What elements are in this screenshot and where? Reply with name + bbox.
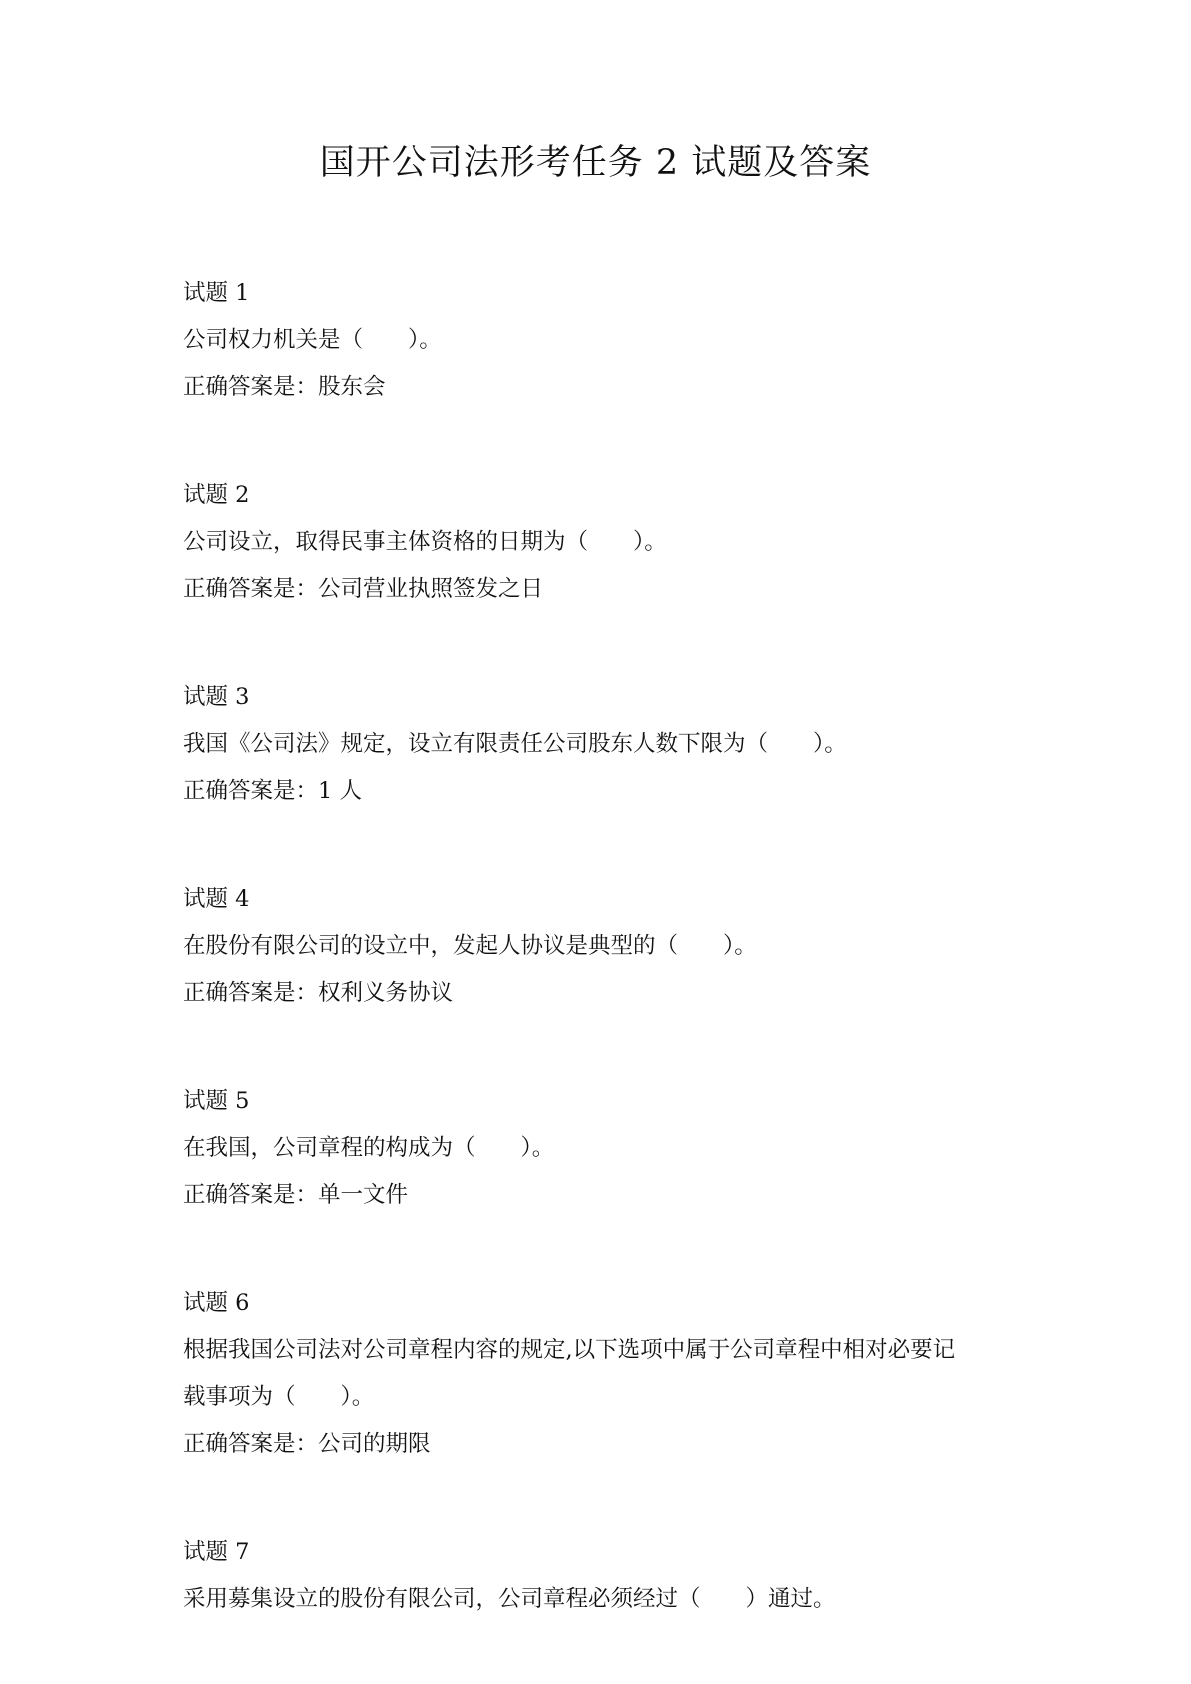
question-item xyxy=(183,1529,1033,1623)
question-text: 采用募集设立的股份有限公司，公司章程必须经过（ ）通过。 xyxy=(183,1586,836,1612)
question-text: 公司设立，取得民事主体资格的日期为（ ）。 xyxy=(183,529,667,555)
question-item xyxy=(183,1280,1033,1468)
question-label: 试题 7 xyxy=(183,1539,250,1565)
question-label: 试题 1 xyxy=(183,280,250,306)
question-item xyxy=(183,1078,1033,1219)
question-label: 试题 4 xyxy=(183,886,250,912)
question-label: 试题 5 xyxy=(183,1088,250,1114)
question-item xyxy=(183,270,1033,411)
question-answer: 正确答案是：权利义务协议 xyxy=(183,980,454,1006)
question-text-line-1: 根据我国公司法对公司章程内容的规定,以下选项中属于公司章程中相对必要记 xyxy=(183,1337,956,1363)
question-answer: 正确答案是：1 人 xyxy=(183,778,362,804)
question-text: 公司权力机关是（ ）。 xyxy=(183,327,442,353)
document-title: 国开公司法形考任务 2 试题及答案 xyxy=(319,143,872,183)
question-text-line-2: 载事项为（ ）。 xyxy=(183,1384,375,1410)
question-answer: 正确答案是：公司的期限 xyxy=(183,1431,431,1457)
question-answer: 正确答案是：股东会 xyxy=(183,374,386,400)
question-answer: 正确答案是：单一文件 xyxy=(183,1182,409,1208)
question-text: 在股份有限公司的设立中，发起人协议是典型的（ ）。 xyxy=(183,933,757,959)
question-label: 试题 3 xyxy=(183,684,250,710)
question-text: 在我国，公司章程的构成为（ ）。 xyxy=(183,1135,555,1161)
question-list xyxy=(183,270,1033,1684)
question-item xyxy=(183,674,1033,815)
question-text: 我国《公司法》规定，设立有限责任公司股东人数下限为（ ）。 xyxy=(183,731,847,757)
question-answer: 正确答案是：公司营业执照签发之日 xyxy=(183,576,544,602)
question-label: 试题 2 xyxy=(183,482,250,508)
question-label: 试题 6 xyxy=(183,1290,250,1316)
question-item xyxy=(183,472,1033,613)
question-item xyxy=(183,876,1033,1017)
